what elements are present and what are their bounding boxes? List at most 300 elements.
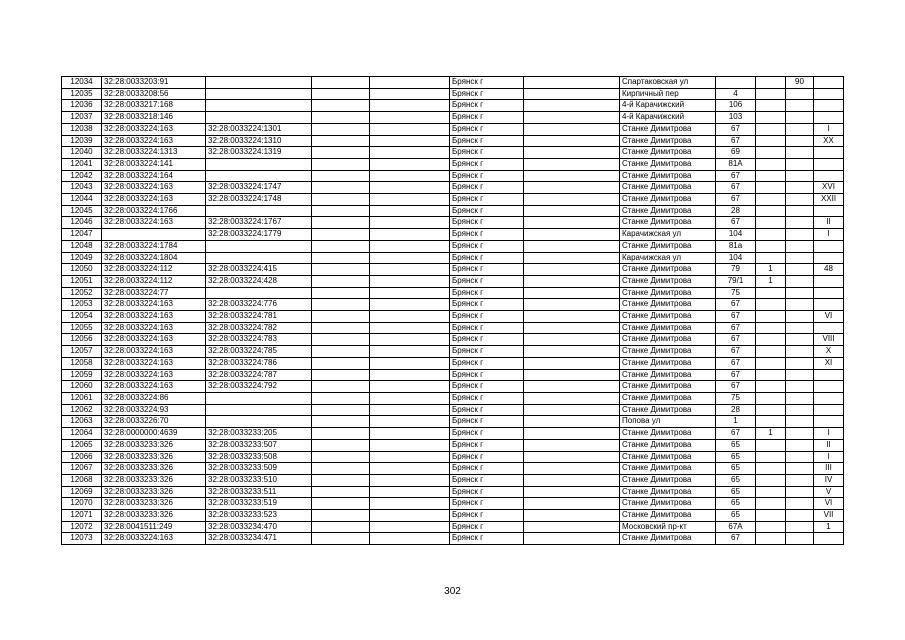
cell-premise — [814, 287, 844, 299]
cell-building: 1 — [756, 264, 786, 276]
table-row — [62, 369, 844, 381]
cell-row-number: 12065 — [62, 439, 102, 451]
cell-city: Брянск г — [450, 346, 524, 358]
cell-city: Брянск г — [450, 311, 524, 323]
cell-empty-col-a — [312, 381, 370, 393]
cell-street: Станке Димитрова — [620, 369, 716, 381]
cell-row-number: 12044 — [62, 194, 102, 206]
cell-building — [756, 147, 786, 159]
cell-premise: V — [814, 486, 844, 498]
cell-street: Карачижская ул — [620, 252, 716, 264]
table-row — [62, 311, 844, 323]
table-row — [62, 123, 844, 135]
cell-city: Брянск г — [450, 451, 524, 463]
cell-row-number: 12056 — [62, 334, 102, 346]
table-row — [62, 463, 844, 475]
cell-premise — [814, 147, 844, 159]
cell-empty-col-c — [524, 252, 620, 264]
cell-apartment — [786, 381, 814, 393]
cell-cadastral-number: 32:28:0033224:163 — [102, 123, 206, 135]
cell-apartment — [786, 533, 814, 545]
cell-sub-cadastral-number: 32:28:0033224:792 — [206, 381, 312, 393]
cell-empty-col-a — [312, 416, 370, 428]
cell-cadastral-number: 32:28:0033224:163 — [102, 533, 206, 545]
cell-city: Брянск г — [450, 194, 524, 206]
cell-row-number: 12040 — [62, 147, 102, 159]
cell-building — [756, 158, 786, 170]
cell-premise: I — [814, 451, 844, 463]
cell-premise: VIII — [814, 334, 844, 346]
cell-house-number: 81а — [716, 240, 756, 252]
cell-empty-col-b — [370, 205, 450, 217]
cell-house-number: 103 — [716, 112, 756, 124]
cell-empty-col-a — [312, 112, 370, 124]
cell-city: Брянск г — [450, 357, 524, 369]
table-row — [62, 158, 844, 170]
cell-premise: II — [814, 217, 844, 229]
cell-empty-col-b — [370, 357, 450, 369]
cell-cadastral-number: 32:28:0033203:91 — [102, 77, 206, 89]
cell-street: Станке Димитрова — [620, 299, 716, 311]
cell-cadastral-number: 32:28:0033233:326 — [102, 463, 206, 475]
table-row — [62, 205, 844, 217]
table-row — [62, 451, 844, 463]
cell-building — [756, 416, 786, 428]
cell-empty-col-b — [370, 439, 450, 451]
cell-cadastral-number: 32:28:0033224:163 — [102, 217, 206, 229]
cell-premise: I — [814, 428, 844, 440]
table-row — [62, 533, 844, 545]
cell-city: Брянск г — [450, 217, 524, 229]
cell-building — [756, 463, 786, 475]
cell-sub-cadastral-number — [206, 392, 312, 404]
cell-house-number: 79/1 — [716, 275, 756, 287]
cell-premise — [814, 100, 844, 112]
cell-city: Брянск г — [450, 205, 524, 217]
cell-house-number: 65 — [716, 510, 756, 522]
cell-cadastral-number: 32:28:0033233:326 — [102, 510, 206, 522]
cell-empty-col-b — [370, 77, 450, 89]
cell-house-number: 1 — [716, 416, 756, 428]
cell-street: Станке Димитрова — [620, 428, 716, 440]
cell-apartment — [786, 217, 814, 229]
cell-street: Станке Димитрова — [620, 533, 716, 545]
cell-row-number: 12045 — [62, 205, 102, 217]
cell-apartment: 90 — [786, 77, 814, 89]
cell-house-number: 67 — [716, 182, 756, 194]
cell-street: Московский пр-кт — [620, 521, 716, 533]
cell-row-number: 12041 — [62, 158, 102, 170]
cell-building — [756, 439, 786, 451]
cell-empty-col-c — [524, 123, 620, 135]
cell-cadastral-number: 32:28:0033217:168 — [102, 100, 206, 112]
cell-cadastral-number: 32:28:0033224:1784 — [102, 240, 206, 252]
cell-house-number: 106 — [716, 100, 756, 112]
cell-street: Станке Димитрова — [620, 510, 716, 522]
cell-street: Станке Димитрова — [620, 498, 716, 510]
cell-cadastral-number — [102, 229, 206, 241]
table-row — [62, 416, 844, 428]
cell-empty-col-a — [312, 100, 370, 112]
cell-apartment — [786, 439, 814, 451]
table-row — [62, 322, 844, 334]
cell-city: Брянск г — [450, 229, 524, 241]
cell-empty-col-c — [524, 170, 620, 182]
cell-premise — [814, 77, 844, 89]
cell-building — [756, 252, 786, 264]
cell-empty-col-c — [524, 451, 620, 463]
cell-premise — [814, 299, 844, 311]
table-row — [62, 428, 844, 440]
cell-empty-col-c — [524, 147, 620, 159]
cell-empty-col-c — [524, 158, 620, 170]
cell-cadastral-number: 32:28:0033224:163 — [102, 299, 206, 311]
cell-empty-col-c — [524, 229, 620, 241]
cell-cadastral-number: 32:28:0033224:163 — [102, 194, 206, 206]
cell-empty-col-a — [312, 357, 370, 369]
cell-cadastral-number: 32:28:0033224:77 — [102, 287, 206, 299]
cell-sub-cadastral-number: 32:28:0033233:205 — [206, 428, 312, 440]
cell-row-number: 12064 — [62, 428, 102, 440]
table-row — [62, 510, 844, 522]
cell-empty-col-a — [312, 334, 370, 346]
cell-apartment — [786, 474, 814, 486]
cell-row-number: 12051 — [62, 275, 102, 287]
cell-sub-cadastral-number: 32:28:0033224:1747 — [206, 182, 312, 194]
cell-empty-col-a — [312, 404, 370, 416]
cell-building: 1 — [756, 428, 786, 440]
cell-empty-col-b — [370, 264, 450, 276]
cell-sub-cadastral-number: 32:28:0033233:511 — [206, 486, 312, 498]
cell-empty-col-b — [370, 486, 450, 498]
cell-cadastral-number: 32:28:0033224:1313 — [102, 147, 206, 159]
cell-city: Брянск г — [450, 498, 524, 510]
cell-cadastral-number: 32:28:0033224:1804 — [102, 252, 206, 264]
cell-apartment — [786, 334, 814, 346]
cell-row-number: 12052 — [62, 287, 102, 299]
cell-house-number: 65 — [716, 463, 756, 475]
cell-empty-col-c — [524, 77, 620, 89]
cell-cadastral-number: 32:28:0033233:326 — [102, 439, 206, 451]
table-row — [62, 135, 844, 147]
cell-street: 4-й Карачижский — [620, 100, 716, 112]
cell-sub-cadastral-number — [206, 112, 312, 124]
cell-row-number: 12048 — [62, 240, 102, 252]
table-row — [62, 299, 844, 311]
cell-house-number: 67 — [716, 381, 756, 393]
cell-empty-col-a — [312, 217, 370, 229]
cell-empty-col-b — [370, 147, 450, 159]
cell-city: Брянск г — [450, 404, 524, 416]
cell-house-number: 75 — [716, 392, 756, 404]
cell-building — [756, 521, 786, 533]
cell-premise — [814, 322, 844, 334]
cell-empty-col-c — [524, 334, 620, 346]
cell-apartment — [786, 287, 814, 299]
cell-empty-col-c — [524, 194, 620, 206]
cell-apartment — [786, 240, 814, 252]
table-row — [62, 357, 844, 369]
cell-empty-col-a — [312, 229, 370, 241]
cell-house-number: 67 — [716, 170, 756, 182]
cell-building — [756, 205, 786, 217]
cell-empty-col-c — [524, 299, 620, 311]
cell-premise — [814, 381, 844, 393]
cell-city: Брянск г — [450, 287, 524, 299]
table-row — [62, 182, 844, 194]
cell-street: Станке Димитрова — [620, 392, 716, 404]
cell-sub-cadastral-number: 32:28:0033224:1301 — [206, 123, 312, 135]
cell-building — [756, 135, 786, 147]
cell-row-number: 12038 — [62, 123, 102, 135]
cell-empty-col-c — [524, 311, 620, 323]
cell-apartment — [786, 112, 814, 124]
cell-empty-col-a — [312, 287, 370, 299]
cell-empty-col-b — [370, 346, 450, 358]
cell-city: Брянск г — [450, 123, 524, 135]
cell-house-number: 104 — [716, 229, 756, 241]
cell-empty-col-a — [312, 521, 370, 533]
table-row — [62, 486, 844, 498]
cell-sub-cadastral-number: 32:28:0033224:782 — [206, 322, 312, 334]
cell-sub-cadastral-number — [206, 170, 312, 182]
cell-premise — [814, 404, 844, 416]
cell-empty-col-a — [312, 533, 370, 545]
cell-premise — [814, 369, 844, 381]
cell-apartment — [786, 194, 814, 206]
cell-empty-col-b — [370, 521, 450, 533]
cell-apartment — [786, 463, 814, 475]
cell-empty-col-a — [312, 369, 370, 381]
cell-sub-cadastral-number: 32:28:0033224:1748 — [206, 194, 312, 206]
cell-empty-col-b — [370, 392, 450, 404]
cell-empty-col-c — [524, 416, 620, 428]
cell-apartment — [786, 264, 814, 276]
cell-premise: VI — [814, 498, 844, 510]
cell-empty-col-a — [312, 77, 370, 89]
cell-cadastral-number: 32:28:0033224:163 — [102, 346, 206, 358]
cell-house-number: 4 — [716, 88, 756, 100]
cell-apartment — [786, 498, 814, 510]
cell-street: Карачижская ул — [620, 229, 716, 241]
cell-empty-col-a — [312, 123, 370, 135]
cell-row-number: 12053 — [62, 299, 102, 311]
cell-building: 1 — [756, 275, 786, 287]
cell-empty-col-c — [524, 205, 620, 217]
cell-house-number: 67 — [716, 299, 756, 311]
table-row — [62, 77, 844, 89]
cell-empty-col-b — [370, 252, 450, 264]
cell-premise: VII — [814, 510, 844, 522]
cell-cadastral-number: 32:28:0033233:326 — [102, 486, 206, 498]
cell-apartment — [786, 357, 814, 369]
cell-city: Брянск г — [450, 369, 524, 381]
cell-cadastral-number: 32:28:0033218:146 — [102, 112, 206, 124]
cell-building — [756, 451, 786, 463]
table-row — [62, 334, 844, 346]
cell-house-number: 67А — [716, 521, 756, 533]
cell-house-number: 67 — [716, 217, 756, 229]
cell-cadastral-number: 32:28:0033224:163 — [102, 357, 206, 369]
cell-street: Станке Димитрова — [620, 135, 716, 147]
cell-sub-cadastral-number: 32:28:0033224:787 — [206, 369, 312, 381]
cell-row-number: 12068 — [62, 474, 102, 486]
cell-premise — [814, 170, 844, 182]
cell-house-number — [716, 77, 756, 89]
cell-empty-col-c — [524, 533, 620, 545]
cell-empty-col-c — [524, 275, 620, 287]
cell-city: Брянск г — [450, 112, 524, 124]
cell-house-number: 104 — [716, 252, 756, 264]
cell-house-number: 81А — [716, 158, 756, 170]
cell-building — [756, 88, 786, 100]
cell-sub-cadastral-number: 32:28:0033224:1779 — [206, 229, 312, 241]
cell-street: Станке Димитрова — [620, 205, 716, 217]
cell-city: Брянск г — [450, 182, 524, 194]
cell-street: Спартаковская ул — [620, 77, 716, 89]
cell-apartment — [786, 158, 814, 170]
cell-cadastral-number: 32:28:0033224:1766 — [102, 205, 206, 217]
cell-street: Станке Димитрова — [620, 334, 716, 346]
cell-empty-col-b — [370, 322, 450, 334]
cell-apartment — [786, 275, 814, 287]
cell-cadastral-number: 32:28:0000000:4639 — [102, 428, 206, 440]
cell-city: Брянск г — [450, 334, 524, 346]
cell-house-number: 67 — [716, 194, 756, 206]
table-row — [62, 287, 844, 299]
cell-city: Брянск г — [450, 170, 524, 182]
cell-sub-cadastral-number — [206, 240, 312, 252]
cell-apartment — [786, 416, 814, 428]
cell-sub-cadastral-number — [206, 205, 312, 217]
cell-empty-col-c — [524, 112, 620, 124]
cell-sub-cadastral-number — [206, 88, 312, 100]
cell-sub-cadastral-number — [206, 416, 312, 428]
cell-building — [756, 299, 786, 311]
cell-row-number: 12072 — [62, 521, 102, 533]
cell-empty-col-a — [312, 463, 370, 475]
cell-empty-col-b — [370, 217, 450, 229]
cell-sub-cadastral-number — [206, 77, 312, 89]
cell-premise: XXII — [814, 194, 844, 206]
cell-street: Станке Димитрова — [620, 439, 716, 451]
cell-cadastral-number: 32:28:0033224:163 — [102, 334, 206, 346]
cell-building — [756, 194, 786, 206]
cell-street: Станке Димитрова — [620, 474, 716, 486]
cell-sub-cadastral-number: 32:28:0033233:509 — [206, 463, 312, 475]
cell-empty-col-a — [312, 264, 370, 276]
cell-sub-cadastral-number — [206, 100, 312, 112]
cell-city: Брянск г — [450, 463, 524, 475]
cell-row-number: 12037 — [62, 112, 102, 124]
cell-street: Попова ул — [620, 416, 716, 428]
cell-building — [756, 357, 786, 369]
cell-city: Брянск г — [450, 439, 524, 451]
cell-apartment — [786, 428, 814, 440]
cell-building — [756, 217, 786, 229]
table-row — [62, 112, 844, 124]
cell-row-number: 12035 — [62, 88, 102, 100]
cell-house-number: 69 — [716, 147, 756, 159]
cell-building — [756, 287, 786, 299]
cell-building — [756, 334, 786, 346]
cell-row-number: 12063 — [62, 416, 102, 428]
cell-cadastral-number: 32:28:0033224:163 — [102, 381, 206, 393]
cell-row-number: 12039 — [62, 135, 102, 147]
cell-premise — [814, 205, 844, 217]
cell-house-number: 67 — [716, 357, 756, 369]
cell-premise — [814, 240, 844, 252]
cell-city: Брянск г — [450, 275, 524, 287]
cell-apartment — [786, 451, 814, 463]
cell-building — [756, 533, 786, 545]
cell-street: Станке Димитрова — [620, 381, 716, 393]
cell-empty-col-a — [312, 135, 370, 147]
cell-sub-cadastral-number — [206, 158, 312, 170]
cell-apartment — [786, 521, 814, 533]
cell-row-number: 12054 — [62, 311, 102, 323]
cell-premise: VI — [814, 311, 844, 323]
cell-premise: X — [814, 346, 844, 358]
cell-premise — [814, 252, 844, 264]
cell-row-number: 12036 — [62, 100, 102, 112]
cell-empty-col-b — [370, 112, 450, 124]
cell-row-number: 12067 — [62, 463, 102, 475]
cell-empty-col-b — [370, 404, 450, 416]
cell-empty-col-b — [370, 123, 450, 135]
table-row — [62, 252, 844, 264]
table-row — [62, 147, 844, 159]
cell-row-number: 12071 — [62, 510, 102, 522]
cell-empty-col-c — [524, 88, 620, 100]
cell-building — [756, 369, 786, 381]
cell-premise — [814, 158, 844, 170]
table-row — [62, 229, 844, 241]
cell-sub-cadastral-number: 32:28:0033224:1310 — [206, 135, 312, 147]
cell-row-number: 12058 — [62, 357, 102, 369]
cell-empty-col-c — [524, 463, 620, 475]
cell-empty-col-b — [370, 510, 450, 522]
cell-city: Брянск г — [450, 533, 524, 545]
cell-empty-col-a — [312, 474, 370, 486]
cell-building — [756, 170, 786, 182]
table-row — [62, 439, 844, 451]
cell-city: Брянск г — [450, 521, 524, 533]
registry-table — [61, 76, 844, 545]
cell-premise: IV — [814, 474, 844, 486]
cell-empty-col-b — [370, 474, 450, 486]
table-row — [62, 88, 844, 100]
cell-house-number: 65 — [716, 498, 756, 510]
cell-apartment — [786, 100, 814, 112]
cell-empty-col-b — [370, 416, 450, 428]
cell-empty-col-a — [312, 170, 370, 182]
cell-sub-cadastral-number — [206, 287, 312, 299]
cell-apartment — [786, 346, 814, 358]
cell-row-number: 12042 — [62, 170, 102, 182]
cell-building — [756, 322, 786, 334]
cell-empty-col-c — [524, 498, 620, 510]
cell-empty-col-b — [370, 369, 450, 381]
cell-empty-col-c — [524, 510, 620, 522]
cell-premise — [814, 533, 844, 545]
cell-empty-col-b — [370, 240, 450, 252]
cell-empty-col-b — [370, 194, 450, 206]
cell-street: Станке Димитрова — [620, 451, 716, 463]
cell-empty-col-b — [370, 533, 450, 545]
cell-empty-col-c — [524, 264, 620, 276]
cell-house-number: 65 — [716, 486, 756, 498]
